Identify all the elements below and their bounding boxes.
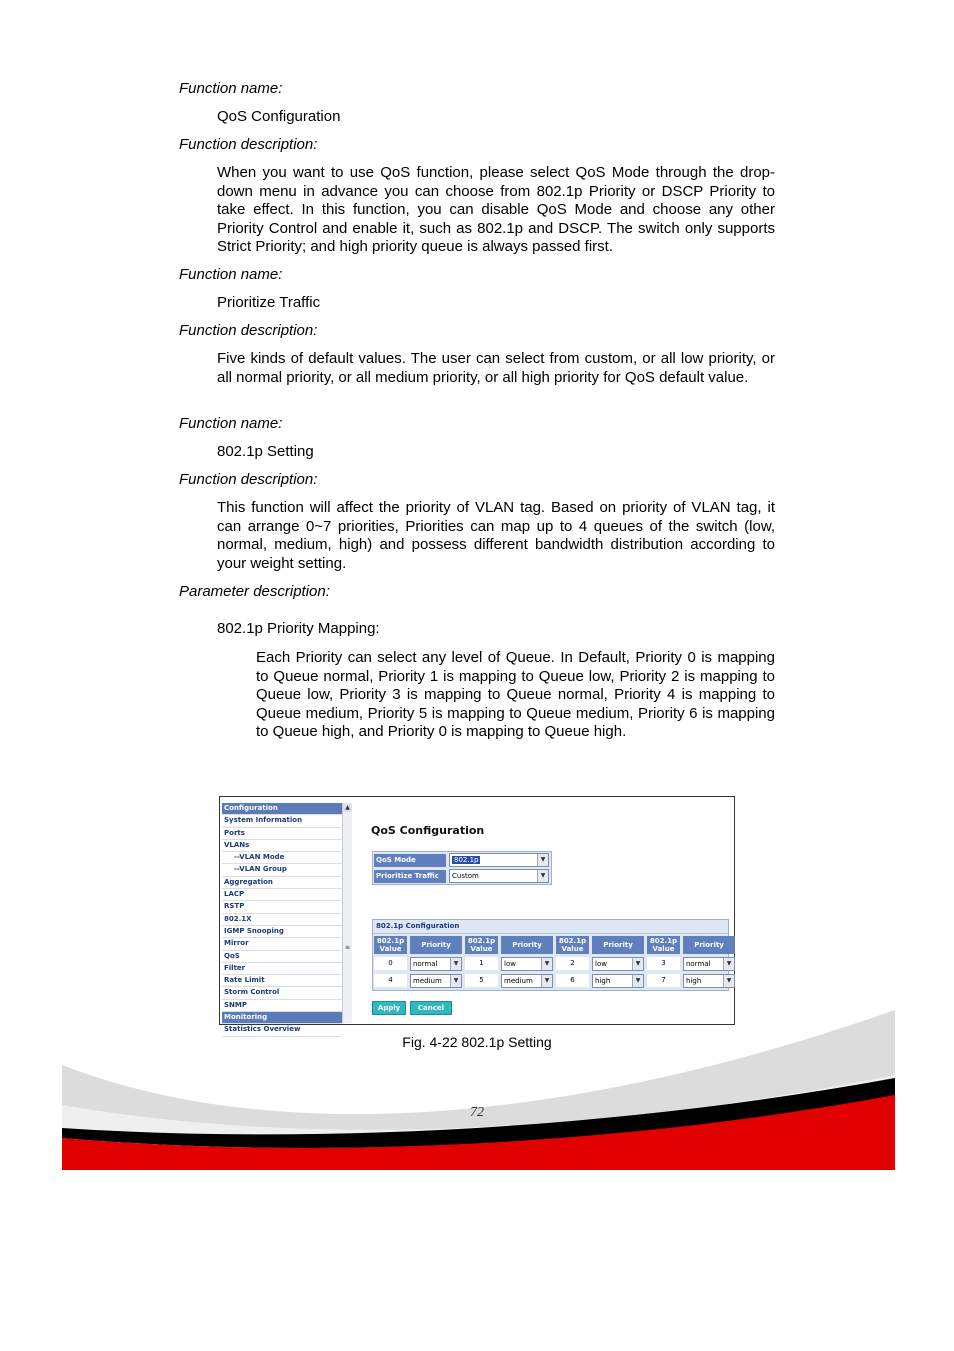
chevron-down-icon[interactable]: ▼: [723, 958, 734, 970]
priority-value-cell: 6: [556, 974, 589, 987]
queue-select[interactable]: [592, 957, 644, 971]
function-description-label: Function description:: [179, 136, 318, 153]
queue-select-value: high: [686, 977, 702, 985]
sidebar-item[interactable]: Filter: [222, 963, 342, 975]
chevron-down-icon[interactable]: ▼: [723, 975, 734, 987]
sidebar-item[interactable]: RSTP: [222, 901, 342, 913]
priority-value-cell: 5: [465, 974, 498, 987]
scroll-grip-icon[interactable]: ≡: [344, 944, 351, 951]
sidebar-scrollbar[interactable]: [342, 803, 352, 1023]
qos-screenshot: [219, 796, 735, 1034]
apply-button[interactable]: Apply: [372, 1001, 406, 1015]
function-name: QoS Configuration: [217, 108, 341, 125]
priority-mapping-table: [372, 919, 732, 991]
sidebar-item[interactable]: 802.1X: [222, 914, 342, 926]
column-header-priority: Priority: [592, 936, 644, 954]
function-name-label: Function name:: [179, 415, 283, 432]
qos-settings-table: [372, 851, 552, 885]
figure-caption: Fig. 4-22 802.1p Setting: [402, 1034, 552, 1050]
sidebar-item[interactable]: VLANs: [222, 840, 342, 852]
sidebar-item[interactable]: Ports: [222, 828, 342, 840]
sidebar-item[interactable]: Statistics Overview: [222, 1024, 342, 1036]
main-panel: [370, 797, 730, 1024]
queue-select-value: high: [595, 977, 611, 985]
queue-select[interactable]: [501, 974, 553, 988]
footer-swoosh: [62, 1010, 895, 1170]
sidebar-item[interactable]: LACP: [222, 889, 342, 901]
qos-mode-select[interactable]: [449, 853, 549, 867]
priority-value-cell: 3: [647, 957, 680, 970]
scroll-up-icon[interactable]: ▲: [343, 803, 352, 812]
queue-select-value: normal: [686, 960, 711, 968]
priority-value-cell: 1: [465, 957, 498, 970]
prioritize-traffic-label: Prioritize Traffic: [374, 870, 446, 883]
queue-select[interactable]: [592, 974, 644, 988]
sidebar-item[interactable]: Rate Limit: [222, 975, 342, 987]
function-description-label: Function description:: [179, 322, 318, 339]
sidebar-item[interactable]: --VLAN Mode: [222, 852, 342, 864]
page-title: QoS Configuration: [371, 824, 485, 837]
queue-select-value: low: [595, 960, 607, 968]
parameter-description: Each Priority can select any level of Queue. In Default, Priority 0 is mapping to Queue normal, Priority 1 is mapping to Queue low, Priority 2 is mapping to Queue low, Priority 3 is mapping to Queue normal, Priority 4 is mapping to Queue medium, Priority 5 is mapping to Queue medium, Priority 6 is mapping to Queue high, and Priority 0 is mapping to Queue high.: [256, 649, 775, 740]
mapping-grid: [373, 934, 732, 990]
chevron-down-icon[interactable]: ▼: [541, 975, 552, 987]
function-name-label: Function name:: [179, 266, 283, 283]
function-description: When you want to use QoS function, please select QoS Mode through the drop-down menu in advance you can choose from 802.1p Priority or DSCP Priority to take effect. In this function, you can disable QoS Mode and choose any other Priority Control and enable it, such as 802.1p and DSCP. The switch only supports Strict Priority; and high priority queue is always passed first.: [217, 164, 775, 255]
function-description: Five kinds of default values. The user can select from custom, or all low priority, or all normal priority, or all medium priority, or all high priority for QoS default value.: [217, 350, 775, 386]
sidebar-item[interactable]: QoS: [222, 951, 342, 963]
queue-select[interactable]: [410, 974, 462, 988]
queue-select-value: low: [504, 960, 516, 968]
chevron-down-icon[interactable]: ▼: [541, 958, 552, 970]
page-number: 72: [470, 1105, 484, 1120]
column-header-value: 802.1p Value: [647, 936, 680, 954]
column-header-priority: Priority: [501, 936, 553, 954]
priority-value-cell: 0: [374, 957, 407, 970]
function-description-label: Function description:: [179, 471, 318, 488]
sidebar-item[interactable]: --VLAN Group: [222, 864, 342, 876]
queue-select-value: medium: [504, 977, 533, 985]
priority-value-cell: 4: [374, 974, 407, 987]
column-header-priority: Priority: [410, 936, 462, 954]
priority-value-cell: 2: [556, 957, 589, 970]
column-header-value: 802.1p Value: [374, 936, 407, 954]
queue-select[interactable]: [683, 974, 735, 988]
chevron-down-icon[interactable]: ▼: [632, 975, 643, 987]
function-name: Prioritize Traffic: [217, 294, 321, 311]
sidebar-item[interactable]: Aggregation: [222, 877, 342, 889]
sidebar-item[interactable]: SNMP: [222, 1000, 342, 1012]
sidebar-item[interactable]: Mirror: [222, 938, 342, 950]
chevron-down-icon[interactable]: ▼: [632, 958, 643, 970]
sidebar-menu: [222, 803, 342, 1037]
parameter-description-label: Parameter description:: [179, 583, 330, 600]
prioritize-traffic-value: Custom: [452, 872, 479, 880]
priority-value-cell: 7: [647, 974, 680, 987]
column-header-priority: Priority: [683, 936, 735, 954]
queue-select[interactable]: [683, 957, 735, 971]
function-name: 802.1p Setting: [217, 443, 314, 460]
prioritize-traffic-select[interactable]: [449, 869, 549, 883]
queue-select-value: normal: [413, 960, 438, 968]
sidebar-item[interactable]: System Information: [222, 815, 342, 827]
chevron-down-icon[interactable]: ▼: [537, 854, 548, 866]
column-header-value: 802.1p Value: [465, 936, 498, 954]
qos-mode-label: QoS Mode: [374, 854, 446, 867]
sidebar-item[interactable]: Monitoring: [222, 1012, 342, 1024]
chevron-down-icon[interactable]: ▼: [537, 870, 548, 882]
queue-select[interactable]: [410, 957, 462, 971]
sidebar-item[interactable]: IGMP Snooping: [222, 926, 342, 938]
function-description: This function will affect the priority of VLAN tag. Based on priority of VLAN tag, it can arrange 0~7 priorities, Priorities can map up to 4 queues of the switch (low, normal, medium, high) and possess different bandwidth distribution according to your weight setting.: [217, 499, 775, 572]
queue-select[interactable]: [501, 957, 553, 971]
parameter-name: 802.1p Priority Mapping:: [217, 620, 380, 637]
qos-mode-value: 802.1p: [454, 856, 479, 864]
function-name-label: Function name:: [179, 80, 283, 97]
mapping-caption: 802.1p Configuration: [373, 920, 728, 934]
chevron-down-icon[interactable]: ▼: [450, 975, 461, 987]
sidebar-item[interactable]: Configuration: [222, 803, 342, 815]
column-header-value: 802.1p Value: [556, 936, 589, 954]
sidebar-item[interactable]: Storm Control: [222, 987, 342, 999]
chevron-down-icon[interactable]: ▼: [450, 958, 461, 970]
queue-select-value: medium: [413, 977, 442, 985]
cancel-button[interactable]: Cancel: [410, 1001, 452, 1015]
